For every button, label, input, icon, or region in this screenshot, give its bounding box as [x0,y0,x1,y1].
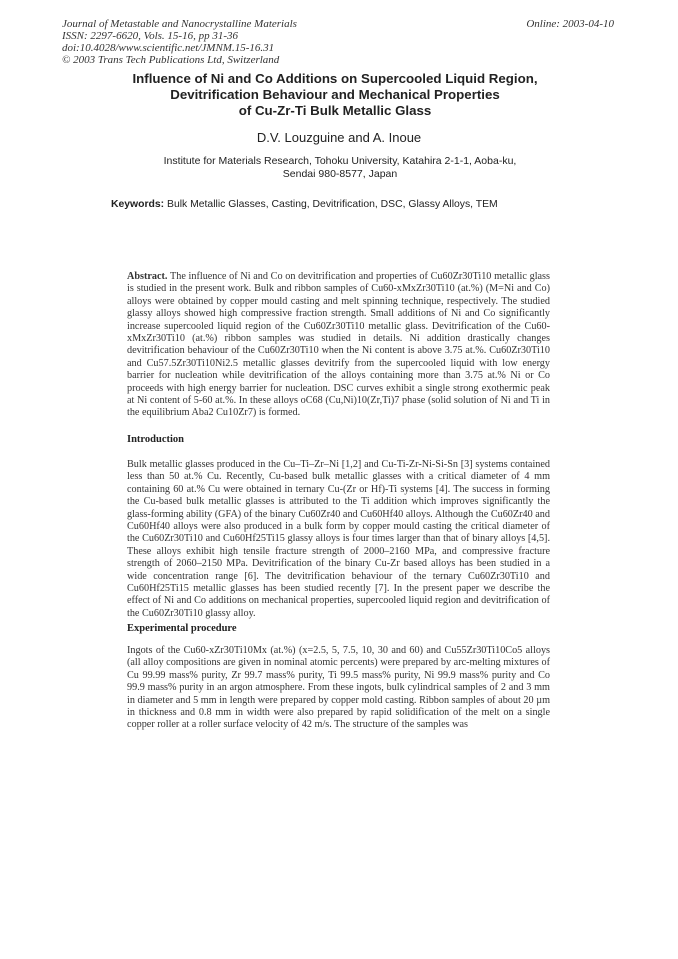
introduction-heading: Introduction [127,434,184,445]
keywords [111,199,498,210]
journal-header [62,18,297,66]
experimental-text: Ingots of the Cu60-xZr30Ti10Mx (at.%) (x=2.5, 5, 7.5, 10, 30 and 60) and Cu55Zr30Ti10Co5 alloys (all alloy compositions are given in nominal atomic percents) were prepared by arc-melting mixtures of Cu 99.99 mass% purity, Zr 99.7 mass% purity, Ti 99.5 mass% purity, Ni 99.9 mass% purity and Co 99.9 mass% purity in an argon atmosphere. From these ingots, bulk cylindrical samples of 2 and 3 mm in diameter and 5 mm in length were prepared by copper mold casting. Ribbon samples of about 20 µm in thickness and 0.8 mm in width were also prepared by rapid solidification of the melt on a single copper roller at a roller surface velocity of 42 m/s. The structure of the samples was [127,645,550,731]
affiliation-line: Sendai 980-8577, Japan [282,168,398,180]
authors: D.V. Louzguine and A. Inoue [256,130,422,145]
journal-name: Journal of Metastable and Nanocrystalline Materials [62,18,297,30]
keywords-label: Keywords: [111,199,165,210]
experimental-heading: Experimental procedure [127,623,237,634]
journal-copyright: © 2003 Trans Tech Publications Ltd, Switzerland [62,54,280,66]
title-line: of Cu-Zr-Ti Bulk Metallic Glass [238,103,432,118]
affiliation [100,155,580,181]
keywords-text: Bulk Metallic Glasses, Casting, Devitrification, DSC, Glassy Alloys, TEM [167,199,498,210]
abstract-label: Abstract. [127,271,168,282]
abstract [127,271,550,420]
title-line: Devitrification Behaviour and Mechanical Properties [170,87,500,102]
journal-issn: ISSN: 2297-6620, Vols. 15-16, pp 31-36 [62,30,238,42]
paper-title [100,71,570,119]
title-line: Influence of Ni and Co Additions on Supercooled Liquid Region, [132,71,538,86]
introduction-text: Bulk metallic glasses produced in the Cu–Ti–Zr–Ni [1,2] and Cu-Ti-Zr-Ni-Si-Sn [3] systems contained less than 50 at.% Cu. Recently, Cu-based bulk metallic glasses with a critical diameter of 4 mm containing 60 at.% Cu were obtained in ternary Cu-(Zr or Hf)-Ti systems [4]. The success in forming the Cu-based bulk metallic glasses is attributed to the Ti addition which improves significantly the glass-forming ability (GFA) of the binary Cu60Zr40 and Cu60Hf40 alloys. Although the Cu60Zr40 and Cu60Hf40 alloys were also produced in a bulk form by copper mould casting the critical diameter of the Cu60Zr30Ti10 and Cu60Hf25Ti15 glassy alloys is four times larger than that of binary alloys [4,5]. These alloys exhibit high tensile fracture strength of 2000–2160 MPa, and compressive fracture strength of 2060–2150 MPa. Devitrification of the binary Cu-Zr based alloys has been studied in a wide concentration range [6]. The devitrification behaviour of the ternary Cu60Zr30Ti10 and Cu60Hf25Ti15 metallic glasses has been studied recently [7]. In the present paper we describe the effect of Ni and Co additions on mechanical properties, supercooled liquid region and devitrification of the Cu60Zr30Ti10 glassy alloy. [127,459,550,619]
online-date: Online: 2003-04-10 [526,18,614,30]
journal-doi: doi:10.4028/www.scientific.net/JMNM.15-16.31 [62,42,275,54]
affiliation-line: Institute for Materials Research, Tohoku University, Katahira 2-1-1, Aoba-ku, [163,155,517,167]
abstract-text: The influence of Ni and Co on devitrification and properties of Cu60Zr30Ti10 metallic glass is studied in the present work. Bulk and ribbon samples of Cu60-xMxZr30Ti10 (at.%) (M=Ni and Co) alloys were obtained by copper mould casting and melt spinning technique, respectively. The studied glassy alloys showed high compressive fraction strength. Small additions of Ni and Co significantly increase supercooled liquid region of the Cu60Zr30Ti10 metallic glass. Devitrification of the Cu60-xMxZr30Ti10 (at.%) ribbon samples was studied in details. Ni addition drastically changes devitrification behaviour of the Cu60Zr30Ti10 when the Ni content is above 3.75 at.%. Cu60Zr30Ti10 and Cu57.5Zr30Ti10Ni2.5 metallic glasses devitrify from the supercooled liquid with low energy barrier for nucleation while devitrification of the alloys containing more than 3.75 at.% Ni or Co proceeds with high energy barrier for nucleation. DSC curves exhibit a single strong exothermic peak at Ni content of 5-60 at.%. In these alloys oC68 (Cu,Ni)10(Zr,Ti)7 phase (solid solution of Ni and Ti in the equilibrium Aba2 Cu10Zr7) is formed. [127,271,550,419]
